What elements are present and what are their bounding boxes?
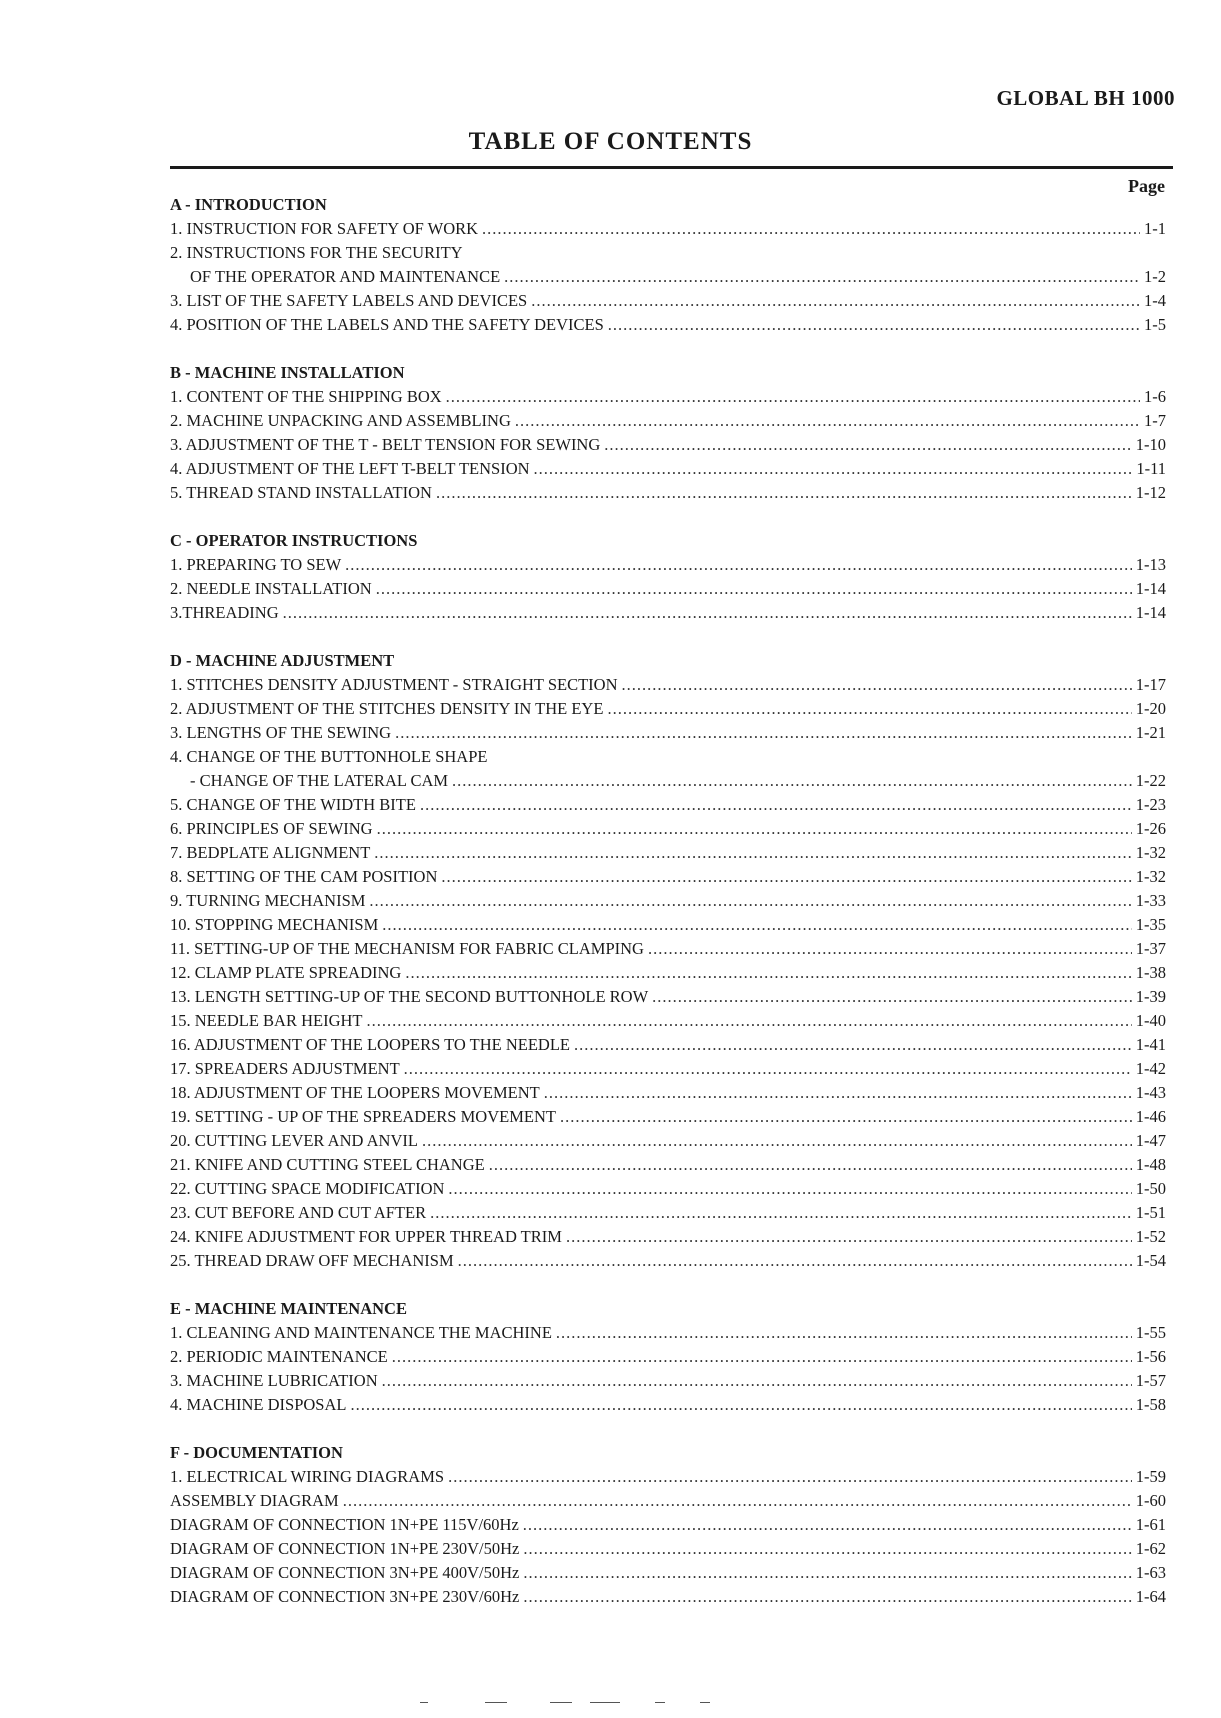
dot-leader	[556, 1321, 1132, 1345]
toc-entry-label: 1. STITCHES DENSITY ADJUSTMENT - STRAIGHT SECTION	[170, 675, 618, 694]
toc-entry-page: 1-43	[1135, 1083, 1166, 1102]
toc-section	[170, 1441, 1166, 1609]
dot-leader	[382, 913, 1131, 937]
toc-entry-page: 1-2	[1144, 267, 1166, 286]
toc-entry-label: ASSEMBLY DIAGRAM	[170, 1491, 339, 1510]
toc-entry-label: 2. MACHINE UNPACKING AND ASSEMBLING	[170, 411, 511, 430]
toc-entry-label: 21. KNIFE AND CUTTING STEEL CHANGE	[170, 1155, 485, 1174]
toc-entry[interactable]	[170, 817, 1166, 841]
toc-entry-label: 1. CLEANING AND MAINTENANCE THE MACHINE	[170, 1323, 552, 1342]
toc-entry-page: 1-12	[1135, 483, 1166, 502]
toc-entry-label: 7. BEDPLATE ALIGNMENT	[170, 843, 371, 862]
toc-entry-page: 1-37	[1135, 939, 1166, 958]
toc-entry[interactable]	[170, 1465, 1166, 1489]
toc-entry-page: 1-32	[1135, 867, 1166, 886]
toc-entry-label: 25. THREAD DRAW OFF MECHANISM	[170, 1251, 454, 1270]
toc-entry-page: 1-48	[1135, 1155, 1166, 1174]
dot-leader	[448, 1465, 1132, 1489]
section-heading: D - MACHINE ADJUSTMENT	[170, 651, 395, 670]
toc-entry-label: 4. CHANGE OF THE BUTTONHOLE SHAPE	[170, 747, 488, 766]
dot-leader	[395, 721, 1132, 745]
scan-artifact	[655, 1702, 665, 1703]
toc-entry-label: 24. KNIFE ADJUSTMENT FOR UPPER THREAD TRIM	[170, 1227, 562, 1246]
toc-entry-page: 1-11	[1136, 459, 1166, 478]
toc-entry[interactable]	[170, 1081, 1166, 1105]
scan-artifact	[590, 1702, 620, 1703]
toc-entry-page: 1-17	[1135, 675, 1166, 694]
toc-entry[interactable]	[170, 769, 1166, 793]
toc-entry[interactable]	[170, 1537, 1166, 1561]
toc-entry-page: 1-40	[1135, 1011, 1166, 1030]
toc-entry[interactable]	[170, 1225, 1166, 1249]
dot-leader	[422, 1129, 1132, 1153]
toc-entry-label: DIAGRAM OF CONNECTION 3N+PE 230V/60Hz	[170, 1587, 520, 1606]
toc-entry[interactable]	[170, 457, 1166, 481]
toc-entry[interactable]	[170, 385, 1166, 409]
dot-leader	[574, 1033, 1132, 1057]
toc-entry[interactable]	[170, 889, 1166, 913]
toc-entry-label: 1. INSTRUCTION FOR SAFETY OF WORK	[170, 219, 479, 238]
section-heading: A - INTRODUCTION	[170, 195, 327, 214]
toc-entry-label: 12. CLAMP PLATE SPREADING	[170, 963, 402, 982]
toc-entry-label: 1. ELECTRICAL WIRING DIAGRAMS	[170, 1467, 445, 1486]
toc-entry-label: DIAGRAM OF CONNECTION 1N+PE 230V/50Hz	[170, 1539, 520, 1558]
section-heading: C - OPERATOR INSTRUCTIONS	[170, 531, 418, 550]
dot-leader	[608, 313, 1140, 337]
toc-entry-label: 19. SETTING - UP OF THE SPREADERS MOVEMENT	[170, 1107, 556, 1126]
dot-leader	[648, 937, 1132, 961]
dot-leader	[604, 433, 1131, 457]
dot-leader	[566, 1225, 1132, 1249]
toc-entry[interactable]	[170, 1009, 1166, 1033]
dot-leader	[345, 553, 1132, 577]
toc-entry-page: 1-33	[1135, 891, 1166, 910]
toc-entry-label: 4. ADJUSTMENT OF THE LEFT T-BELT TENSION	[170, 459, 530, 478]
toc-entry-page: 1-51	[1135, 1203, 1166, 1222]
dot-leader	[531, 289, 1140, 313]
toc-entry-label: 1. CONTENT OF THE SHIPPING BOX	[170, 387, 442, 406]
toc-entry-label: 6. PRINCIPLES OF SEWING	[170, 819, 373, 838]
dot-leader	[448, 1177, 1131, 1201]
toc-entry-page: 1-52	[1135, 1227, 1166, 1246]
toc-entry[interactable]	[170, 673, 1166, 697]
dot-leader	[420, 793, 1132, 817]
section-heading: E - MACHINE MAINTENANCE	[170, 1299, 407, 1318]
dot-leader	[350, 1393, 1131, 1417]
toc-entry[interactable]	[170, 313, 1166, 337]
toc-entry-page: 1-1	[1144, 219, 1166, 238]
toc-entry-page: 1-38	[1135, 963, 1166, 982]
toc-entry[interactable]	[170, 865, 1166, 889]
dot-leader	[382, 1369, 1132, 1393]
dot-leader	[392, 1345, 1132, 1369]
toc-entry-label: 9. TURNING MECHANISM	[170, 891, 366, 910]
toc-entry[interactable]	[170, 1345, 1166, 1369]
toc-entry[interactable]	[170, 1489, 1166, 1513]
toc-entry[interactable]	[170, 1321, 1166, 1345]
toc-section	[170, 649, 1166, 1273]
toc-entry-page: 1-13	[1135, 555, 1166, 574]
toc-entry-page: 1-59	[1135, 1467, 1166, 1486]
toc-entry-page: 1-50	[1135, 1179, 1166, 1198]
toc-entry-label: 17. SPREADERS ADJUSTMENT	[170, 1059, 400, 1078]
page-title: TABLE OF CONTENTS	[468, 128, 753, 155]
toc-entry[interactable]	[170, 1369, 1166, 1393]
toc-entry-page: 1-22	[1135, 771, 1166, 790]
toc-entry-label: 10. STOPPING MECHANISM	[170, 915, 379, 934]
toc-entry-page: 1-60	[1135, 1491, 1166, 1510]
toc-entry-page: 1-32	[1135, 843, 1166, 862]
title-divider	[170, 166, 1173, 169]
toc-entry-label: 1. PREPARING TO SEW	[170, 555, 342, 574]
toc-entry-label: 3. MACHINE LUBRICATION	[170, 1371, 378, 1390]
toc-entry[interactable]	[170, 265, 1166, 289]
toc-entry-label: DIAGRAM OF CONNECTION 1N+PE 115V/60Hz	[170, 1515, 519, 1534]
toc-section	[170, 1297, 1166, 1417]
toc-entry-label: OF THE OPERATOR AND MAINTENANCE	[190, 267, 501, 286]
toc-entry-page: 1-63	[1135, 1563, 1166, 1582]
toc-entry[interactable]	[170, 697, 1166, 721]
toc-entry[interactable]	[170, 745, 1166, 769]
dot-leader	[544, 1081, 1132, 1105]
toc-entry[interactable]	[170, 985, 1166, 1009]
toc-entry-page: 1-14	[1135, 579, 1166, 598]
toc-entry-page: 1-56	[1135, 1347, 1166, 1366]
dot-leader	[376, 577, 1132, 601]
toc-entry-page: 1-5	[1144, 315, 1166, 334]
dot-leader	[283, 601, 1132, 625]
section-heading: F - DOCUMENTATION	[170, 1443, 343, 1462]
toc-entry-label: DIAGRAM OF CONNECTION 3N+PE 400V/50Hz	[170, 1563, 520, 1582]
document-model-header: GLOBAL BH 1000	[996, 86, 1175, 110]
toc-entry-page: 1-4	[1144, 291, 1166, 310]
toc-entry[interactable]	[170, 913, 1166, 937]
toc-entry-label: 18. ADJUSTMENT OF THE LOOPERS MOVEMENT	[170, 1083, 540, 1102]
toc-entry[interactable]	[170, 409, 1166, 433]
toc-entry-label: 13. LENGTH SETTING-UP OF THE SECOND BUTTONHOLE ROW	[170, 987, 649, 1006]
toc-entry-label: 3.THREADING	[170, 603, 279, 622]
toc-entry-page: 1-47	[1135, 1131, 1166, 1150]
toc-entry[interactable]	[170, 1585, 1166, 1609]
toc-entry[interactable]	[170, 481, 1166, 505]
toc-entry[interactable]	[170, 433, 1166, 457]
dot-leader	[377, 817, 1132, 841]
dot-leader	[523, 1513, 1132, 1537]
dot-leader	[452, 769, 1132, 793]
dot-leader	[523, 1561, 1131, 1585]
toc-entry-page: 1-23	[1135, 795, 1166, 814]
toc-entry[interactable]	[170, 1513, 1166, 1537]
toc-entry-page: 1-57	[1135, 1371, 1166, 1390]
toc-entry-page: 1-26	[1135, 819, 1166, 838]
section-heading: B - MACHINE INSTALLATION	[170, 363, 405, 382]
toc-entry[interactable]	[170, 1177, 1166, 1201]
toc-entry-page: 1-61	[1135, 1515, 1166, 1534]
toc-entry-label: 23. CUT BEFORE AND CUT AFTER	[170, 1203, 427, 1222]
toc-section	[170, 193, 1166, 337]
toc-entry[interactable]	[170, 601, 1166, 625]
dot-leader	[366, 1009, 1131, 1033]
scan-artifact	[550, 1702, 572, 1703]
dot-leader	[441, 865, 1131, 889]
dot-leader	[374, 841, 1131, 865]
dot-leader	[504, 265, 1140, 289]
toc-entry-page: 1-64	[1135, 1587, 1166, 1606]
toc-entry-page: 1-10	[1135, 435, 1166, 454]
toc-entry[interactable]	[170, 1153, 1166, 1177]
toc-entry-label: 20. CUTTING LEVER AND ANVIL	[170, 1131, 418, 1150]
toc-entry-page: 1-62	[1135, 1539, 1166, 1558]
dot-leader	[523, 1537, 1131, 1561]
toc-entry-page: 1-20	[1135, 699, 1166, 718]
toc-section	[170, 361, 1166, 505]
toc-entry[interactable]	[170, 1057, 1166, 1081]
scan-artifact	[485, 1702, 507, 1703]
toc-entry-page: 1-41	[1135, 1035, 1166, 1054]
dot-leader	[404, 1057, 1132, 1081]
dot-leader	[622, 673, 1132, 697]
toc-entry[interactable]	[170, 721, 1166, 745]
dot-leader	[458, 1249, 1132, 1273]
dot-leader	[534, 457, 1133, 481]
toc-entry[interactable]	[170, 217, 1166, 241]
dot-leader	[515, 409, 1140, 433]
toc-entry-page: 1-46	[1135, 1107, 1166, 1126]
toc-entry-label: 3. LIST OF THE SAFETY LABELS AND DEVICES	[170, 291, 528, 310]
dot-leader	[430, 1201, 1132, 1225]
toc-entry-label: 5. CHANGE OF THE WIDTH BITE	[170, 795, 416, 814]
toc-entry-label: 15. NEEDLE BAR HEIGHT	[170, 1011, 363, 1030]
toc-entry-page: 1-21	[1135, 723, 1166, 742]
toc-entry[interactable]	[170, 793, 1166, 817]
toc-entry-page: 1-14	[1135, 603, 1166, 622]
toc-entry[interactable]	[170, 961, 1166, 985]
dot-leader	[436, 481, 1132, 505]
toc-entry-label: 2. PERIODIC MAINTENANCE	[170, 1347, 388, 1366]
toc-entry-label: 2. INSTRUCTIONS FOR THE SECURITY	[170, 243, 463, 262]
toc-entry-label: 2. ADJUSTMENT OF THE STITCHES DENSITY IN THE EYE	[170, 699, 604, 718]
toc-entry-label: 11. SETTING-UP OF THE MECHANISM FOR FABRIC CLAMPING	[170, 939, 644, 958]
toc-entry-label: 4. MACHINE DISPOSAL	[170, 1395, 347, 1414]
toc-entry-page: 1-6	[1144, 387, 1166, 406]
scan-artifact	[420, 1702, 428, 1703]
toc-entry-label: 8. SETTING OF THE CAM POSITION	[170, 867, 438, 886]
toc-entry[interactable]	[170, 553, 1166, 577]
toc-entry-page: 1-39	[1135, 987, 1166, 1006]
dot-leader	[405, 961, 1131, 985]
toc-entry-label: 22. CUTTING SPACE MODIFICATION	[170, 1179, 445, 1198]
toc-entry-label: 2. NEEDLE INSTALLATION	[170, 579, 372, 598]
dot-leader	[489, 1153, 1132, 1177]
dot-leader	[343, 1489, 1132, 1513]
toc-section	[170, 529, 1166, 625]
toc-entry[interactable]	[170, 1393, 1166, 1417]
dot-leader	[560, 1105, 1132, 1129]
toc-entry[interactable]	[170, 1129, 1166, 1153]
toc-entry-label: 5. THREAD STAND INSTALLATION	[170, 483, 432, 502]
toc-entry[interactable]	[170, 841, 1166, 865]
dot-leader	[607, 697, 1131, 721]
toc-entry[interactable]	[170, 577, 1166, 601]
toc-entry-label: 3. ADJUSTMENT OF THE T - BELT TENSION FOR SEWING	[170, 435, 601, 454]
dot-leader	[523, 1585, 1131, 1609]
toc-entry-label: - CHANGE OF THE LATERAL CAM	[190, 771, 449, 790]
toc-entry-page: 1-35	[1135, 915, 1166, 934]
toc-entry-page: 1-58	[1135, 1395, 1166, 1414]
toc-entry[interactable]	[170, 241, 1166, 265]
toc-entry-page: 1-7	[1144, 411, 1166, 430]
toc-entry[interactable]	[170, 1105, 1166, 1129]
toc-entry[interactable]	[170, 1033, 1166, 1057]
toc-entry-label: 3. LENGTHS OF THE SEWING	[170, 723, 392, 742]
dot-leader	[482, 217, 1140, 241]
toc-entry[interactable]	[170, 937, 1166, 961]
toc-entry[interactable]	[170, 289, 1166, 313]
toc-entry[interactable]	[170, 1249, 1166, 1273]
dot-leader	[446, 385, 1140, 409]
toc-entry-label: 4. POSITION OF THE LABELS AND THE SAFETY DEVICES	[170, 315, 604, 334]
dot-leader	[652, 985, 1132, 1009]
dot-leader	[369, 889, 1131, 913]
toc-entry[interactable]	[170, 1561, 1166, 1585]
scan-artifact	[700, 1702, 710, 1703]
toc-entry-page: 1-55	[1135, 1323, 1166, 1342]
toc-entry-page: 1-54	[1135, 1251, 1166, 1270]
toc-entry[interactable]	[170, 1201, 1166, 1225]
toc-entry-label: 16. ADJUSTMENT OF THE LOOPERS TO THE NEEDLE	[170, 1035, 570, 1054]
page-column-label: Page	[1128, 176, 1165, 196]
table-of-contents	[170, 193, 1166, 1633]
toc-entry-page: 1-42	[1135, 1059, 1166, 1078]
